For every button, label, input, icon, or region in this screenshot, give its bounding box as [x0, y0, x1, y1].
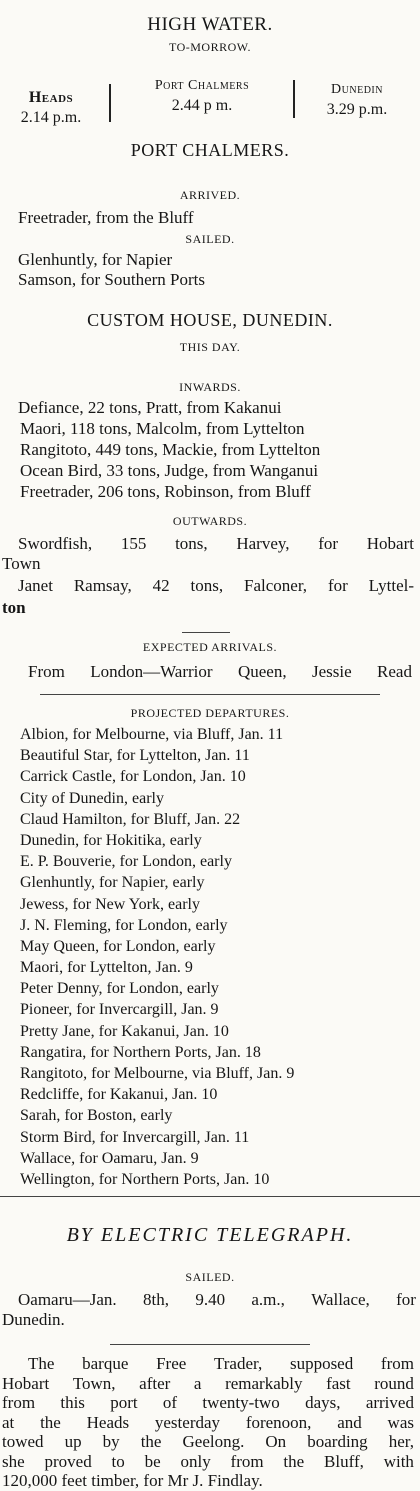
word: for: [327, 576, 348, 595]
paragraph-line: [2, 1354, 414, 1374]
custom-house-subtitle: THIS DAY.: [179, 340, 241, 354]
word: from: [230, 1451, 264, 1471]
word: 8th,: [143, 1290, 169, 1309]
news-paragraph: [2, 1354, 414, 1491]
expected-entry: [28, 662, 412, 682]
word: Harvey,: [236, 534, 290, 553]
word: Bluff,: [324, 1451, 364, 1471]
word: for: [396, 1290, 416, 1309]
departure-entry: Maori, for Lyttelton, Jan. 9: [20, 959, 193, 977]
word: Read: [377, 662, 412, 681]
word: Queen,: [237, 662, 287, 681]
word: from: [380, 1354, 414, 1373]
projected-heading: PROJECTED DEPARTURES.: [130, 706, 290, 720]
word: she: [2, 1451, 25, 1471]
word: supposed: [289, 1354, 354, 1373]
word: Swordfish,: [18, 534, 93, 553]
tide-dunedin: [298, 80, 416, 120]
tide-divider-left: [109, 84, 111, 122]
word: Wallace,: [311, 1290, 370, 1309]
word: tons,: [175, 534, 208, 553]
arrived-entry: Freetrader, from the Bluff: [18, 208, 194, 227]
word: 9.40: [195, 1290, 226, 1309]
word: On: [265, 1432, 287, 1451]
word: at: [2, 1412, 15, 1432]
inwards-entry: Freetrader, 206 tons, Robinson, from Bluff: [20, 482, 311, 501]
word: Hobart: [2, 1373, 50, 1393]
high-water-subtitle: TO-MORROW.: [168, 40, 251, 54]
word: 155: [120, 534, 147, 553]
word: round: [374, 1373, 414, 1393]
word: boarding: [307, 1432, 368, 1451]
tide-divider-right: [293, 80, 295, 118]
outwards-entry-continuation: ton: [2, 598, 26, 617]
inwards-heading: INWARDS.: [179, 380, 241, 394]
word: a: [193, 1373, 202, 1393]
section-divider: [0, 1196, 420, 1197]
word: remarkably: [225, 1373, 303, 1393]
departure-entry: Sarah, for Boston, early: [20, 1107, 173, 1125]
word: towed: [2, 1432, 44, 1451]
departure-entry: Storm Bird, for Invercargill, Jan. 11: [20, 1128, 250, 1146]
word: Heads: [86, 1412, 130, 1432]
paragraph-line: [2, 1374, 414, 1394]
departure-entry: J. N. Fleming, for London, early: [20, 916, 228, 934]
word: Oamaru—Jan.: [18, 1290, 117, 1309]
paragraph-line: [2, 1393, 414, 1413]
departure-entry: Glenhuntly, for Napier, early: [20, 874, 205, 892]
tide-port-chalmers-label: Port Chalmers: [154, 78, 250, 93]
word: Ramsay,: [73, 576, 132, 595]
word: a.m.,: [251, 1290, 285, 1309]
departure-entry: Claud Hamilton, for Bluff, Jan. 22: [20, 810, 241, 828]
high-water-title: HIGH WATER.: [147, 14, 273, 35]
arrived-heading: ARRIVED.: [179, 188, 241, 202]
telegraph-entry-continuation: Dunedin.: [2, 1310, 65, 1329]
word: be: [144, 1451, 161, 1471]
word: fast: [326, 1373, 351, 1393]
outwards-entry-janet: [18, 576, 414, 596]
departure-entry: Pioneer, for Invercargill, Jan. 9: [20, 1001, 219, 1019]
word: The: [28, 1354, 55, 1373]
tide-dunedin-time: 3.29 p.m.: [326, 101, 388, 118]
departure-entry: May Queen, for London, early: [20, 937, 216, 955]
tide-heads-label: Heads: [28, 89, 74, 106]
word: and: [337, 1412, 362, 1432]
word: the: [140, 1432, 162, 1451]
section-divider: [182, 632, 230, 633]
tide-dunedin-label: Dunedin: [331, 82, 383, 97]
departure-entry: City of Dunedin, early: [20, 789, 164, 807]
telegraph-title: BY ELECTRIC TELEGRAPH.: [66, 1224, 354, 1246]
paragraph-line: [2, 1413, 414, 1433]
inwards-entry: Ocean Bird, 33 tons, Judge, from Wanganui: [20, 461, 319, 480]
inwards-entry: Maori, 118 tons, Malcolm, from Lyttelton: [20, 419, 305, 438]
word: 42: [152, 576, 170, 595]
word: was: [387, 1412, 414, 1432]
word: London—Warrior: [90, 662, 213, 681]
outwards-heading: OUTWARDS.: [172, 514, 248, 528]
word: to: [111, 1451, 125, 1471]
section-divider: [110, 1344, 310, 1345]
word: Falconer,: [244, 576, 308, 595]
word: Town,: [72, 1373, 116, 1393]
word: tons,: [190, 576, 224, 595]
word: only: [180, 1451, 211, 1471]
departure-entry: Carrick Castle, for London, Jan. 10: [20, 768, 246, 786]
paragraph-last-line: 120,000 feet timber, for Mr J. Findlay.: [2, 1471, 263, 1490]
word: days,: [305, 1393, 341, 1412]
word: by: [102, 1432, 120, 1451]
telegraph-entry: [18, 1290, 416, 1310]
word: this: [60, 1393, 85, 1412]
port-chalmers-title: PORT CHALMERS.: [130, 140, 290, 160]
sailed-entry: Glenhuntly, for Napier: [18, 250, 173, 269]
word: of: [162, 1393, 178, 1412]
tide-heads: [2, 88, 100, 128]
departure-entry: Rangitoto, for Melbourne, via Bluff, Jan. 9: [20, 1065, 295, 1082]
departure-entry: Peter Denny, for London, early: [20, 980, 219, 998]
telegraph-sailed-heading: SAILED.: [185, 1270, 235, 1284]
section-divider: [40, 694, 380, 695]
word: Jessie: [311, 662, 352, 681]
word: Free: [156, 1354, 187, 1373]
tide-heads-time: 2.14 p.m.: [20, 109, 82, 126]
word: Lyttel-: [368, 576, 414, 595]
word: Geelong.: [182, 1432, 245, 1451]
word: proved: [44, 1451, 92, 1471]
word: the: [283, 1451, 305, 1471]
word: yesterday: [154, 1412, 221, 1432]
tide-port-chalmers: [114, 76, 290, 116]
departure-entry: Rangatira, for Northern Ports, Jan. 18: [20, 1043, 261, 1061]
word: twenty-two: [202, 1393, 280, 1412]
word: barque: [82, 1354, 129, 1373]
outwards-entry-swordfish: [18, 534, 414, 554]
departure-entry: Beautiful Star, for Lyttelton, Jan. 11: [20, 747, 250, 765]
word: forenoon,: [245, 1412, 312, 1432]
sailed-entry: Samson, for Southern Ports: [18, 270, 205, 289]
inwards-entry: Rangitoto, 449 tons, Mackie, from Lyttelton: [20, 440, 321, 459]
outwards-entry-continuation: Town: [2, 554, 41, 573]
departure-entry: Wallace, for Oamaru, Jan. 9: [20, 1149, 199, 1167]
word: from: [2, 1393, 36, 1412]
word: her,: [388, 1432, 414, 1451]
departure-entry: E. P. Bouverie, for London, early: [20, 853, 232, 871]
departure-entry: Albion, for Melbourne, via Bluff, Jan. 11: [20, 726, 284, 743]
word: for: [318, 534, 339, 553]
departure-entry: Wellington, for Northern Ports, Jan. 10: [20, 1170, 270, 1188]
sailed-heading: SAILED.: [185, 232, 235, 246]
inwards-entry: Defiance, 22 tons, Pratt, from Kakanui: [18, 398, 282, 417]
word: with: [383, 1451, 414, 1471]
tide-port-chalmers-time: 2.44 p m.: [171, 97, 233, 114]
departure-entry: Redcliffe, for Kakanui, Jan. 10: [20, 1086, 218, 1104]
paragraph-line: [2, 1452, 414, 1472]
word: the: [40, 1412, 61, 1432]
departure-entry: Pretty Jane, for Kakanui, Jan. 10: [20, 1022, 229, 1040]
expected-heading: EXPECTED ARRIVALS.: [142, 640, 278, 654]
custom-house-title: CUSTOM HOUSE, DUNEDIN.: [87, 310, 333, 330]
word: From: [28, 662, 65, 681]
word: port: [110, 1393, 138, 1412]
departure-entry: Dunedin, for Hokitika, early: [20, 831, 202, 849]
word: Trader,: [213, 1354, 263, 1373]
word: arrived: [365, 1393, 414, 1412]
word: up: [64, 1432, 82, 1451]
paragraph-line: [2, 1432, 414, 1452]
word: Hobart: [366, 534, 414, 553]
word: Janet: [18, 576, 53, 595]
word: after: [139, 1373, 171, 1393]
departures-list: [20, 724, 416, 1190]
departure-entry: Jewess, for New York, early: [20, 895, 200, 913]
